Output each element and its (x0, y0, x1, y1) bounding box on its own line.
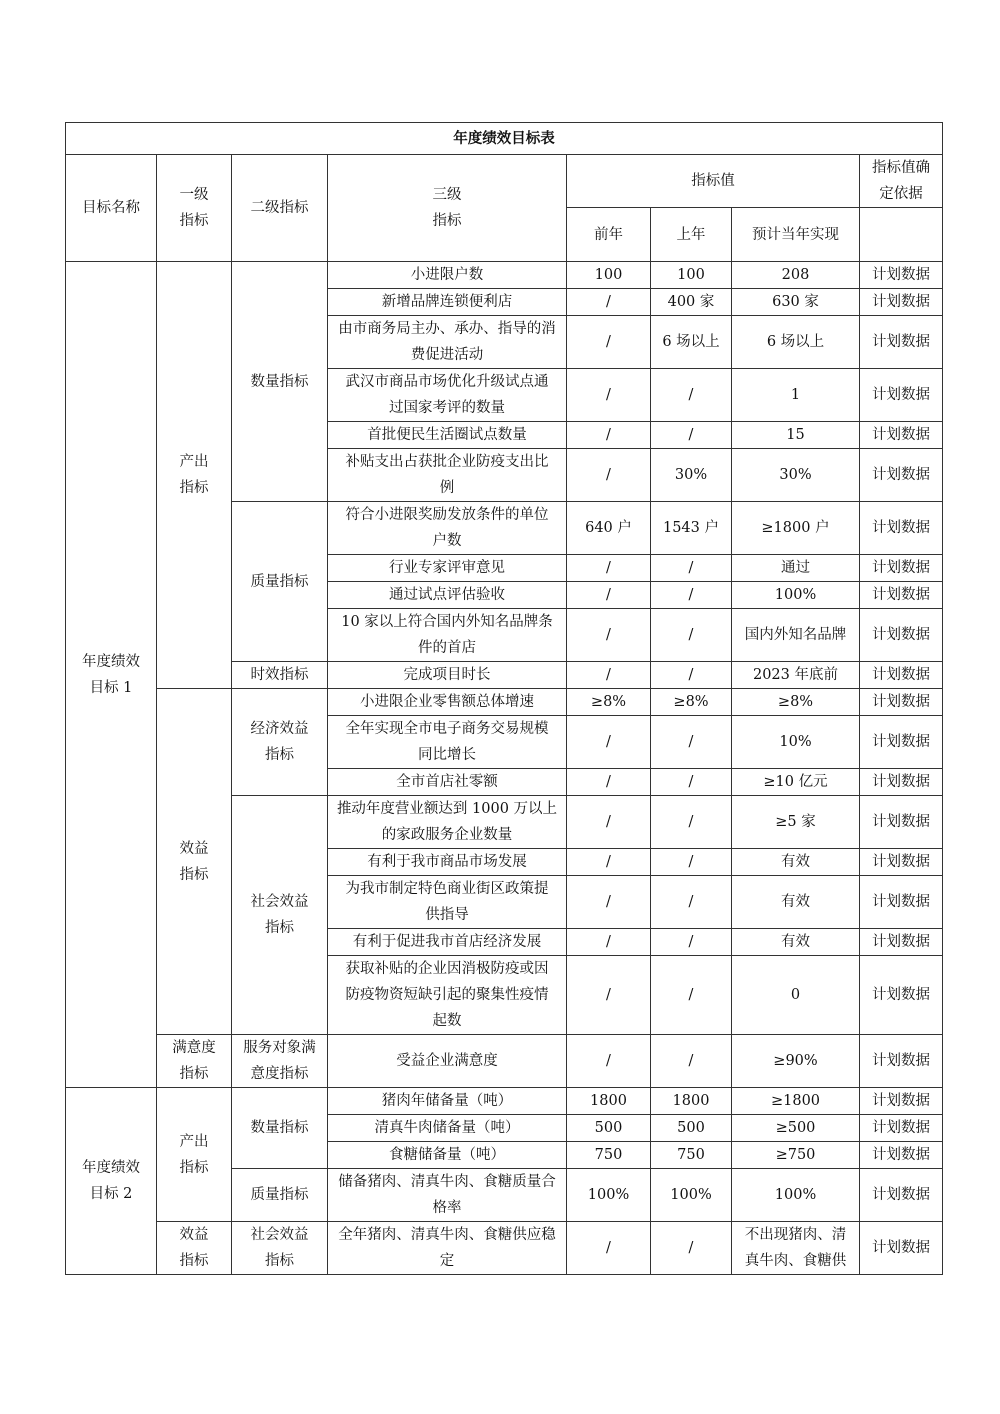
level3-indicator (328, 929, 567, 956)
value-prev-year: 100% (567, 1169, 651, 1222)
goal1-level2-economic-line: 指标 (265, 747, 294, 763)
value-current-year-line: 不出现猪肉、清 (744, 1227, 847, 1243)
goal1-level2-social (232, 796, 328, 1035)
value-basis: 计划数据 (860, 1035, 943, 1088)
value-current-year (732, 769, 860, 796)
goal2-level2-quality: 质量指标 (232, 1169, 328, 1222)
value-prev-year: / (567, 769, 651, 796)
level3-indicator-line: 过国家考评的数量 (389, 400, 505, 416)
level3-indicator-line: 猪肉年储备量（吨） (381, 1093, 513, 1109)
value-current-year (732, 1035, 860, 1088)
value-current-year-line: 6 场以上 (766, 334, 825, 350)
level3-indicator-line: 费促进活动 (410, 347, 484, 363)
value-current-year-line: 30% (779, 467, 812, 483)
header-level3: 三级 指标 (328, 155, 567, 262)
value-basis: 计划数据 (860, 449, 943, 502)
value-last-year: / (651, 369, 732, 422)
table-title: 年度绩效目标表 (66, 123, 943, 155)
value-last-year: / (651, 662, 732, 689)
level3-indicator-line: 获取补贴的企业因消极防疫或因 (345, 961, 549, 977)
value-current-year (732, 929, 860, 956)
level3-indicator (328, 1222, 567, 1275)
level3-indicator (328, 849, 567, 876)
table-row (66, 689, 943, 716)
value-basis: 计划数据 (860, 796, 943, 849)
value-basis: 计划数据 (860, 689, 943, 716)
goal2-name-line: 年度绩效 (82, 1160, 140, 1176)
level3-indicator (328, 956, 567, 1035)
goal2-level2-quantity: 数量指标 (232, 1088, 328, 1169)
value-current-year-line: 真牛肉、食糖供 (744, 1253, 847, 1269)
goal2-level2-social-line: 指标 (265, 1253, 294, 1269)
goal1-name (66, 262, 157, 1088)
value-basis: 计划数据 (860, 289, 943, 316)
level3-indicator (328, 316, 567, 369)
header-current-year: 预计当年实现 (732, 208, 860, 262)
value-prev-year: 750 (567, 1142, 651, 1169)
goal2-name (66, 1088, 157, 1275)
level3-indicator-line: 新增品牌连锁便利店 (381, 294, 513, 310)
level3-indicator-line: 符合小进限奖励发放条件的单位 (345, 507, 549, 523)
value-last-year: 1800 (651, 1088, 732, 1115)
level3-indicator-line: 格率 (432, 1200, 462, 1216)
value-last-year: 30% (651, 449, 732, 502)
goal1-level2-economic-line: 经济效益 (250, 721, 309, 737)
level3-indicator-line: 行业专家评审意见 (389, 560, 505, 576)
level3-indicator (328, 876, 567, 929)
table-row (66, 262, 943, 289)
value-current-year (732, 369, 860, 422)
level3-indicator-line: 食糖储备量（吨） (389, 1147, 505, 1163)
level3-indicator-line: 全年实现全市电子商务交易规模 (345, 721, 549, 737)
value-current-year (732, 555, 860, 582)
value-prev-year: / (567, 1035, 651, 1088)
level3-indicator-line: 起数 (432, 1013, 462, 1029)
value-current-year (732, 956, 860, 1035)
value-basis: 计划数据 (860, 609, 943, 662)
value-current-year (732, 1142, 860, 1169)
value-last-year: 500 (651, 1115, 732, 1142)
value-current-year-line: 10% (779, 734, 812, 750)
level3-indicator (328, 422, 567, 449)
goal1-level1-output-line: 指标 (179, 480, 209, 496)
level3-indicator (328, 689, 567, 716)
level3-indicator-line: 定 (439, 1253, 455, 1269)
value-prev-year: 1800 (567, 1088, 651, 1115)
value-prev-year: 640 户 (567, 502, 651, 555)
value-last-year: / (651, 929, 732, 956)
table-row (66, 1088, 943, 1115)
header-basis-blank (860, 208, 943, 262)
value-basis: 计划数据 (860, 369, 943, 422)
value-prev-year: / (567, 849, 651, 876)
goal2-level1-benefit-line: 效益 (179, 1227, 209, 1243)
value-last-year: ≥8% (651, 689, 732, 716)
goal1-level1-output (157, 262, 232, 689)
value-basis: 计划数据 (860, 769, 943, 796)
level3-indicator (328, 609, 567, 662)
level3-indicator-line: 补贴支出占获批企业防疫支出比 (345, 454, 549, 470)
level3-indicator-line: 例 (439, 480, 455, 496)
level3-indicator (328, 369, 567, 422)
level3-indicator (328, 1169, 567, 1222)
level3-indicator (328, 1142, 567, 1169)
value-current-year-line: ≥1800 (770, 1093, 821, 1109)
value-basis: 计划数据 (860, 662, 943, 689)
value-current-year (732, 796, 860, 849)
value-basis: 计划数据 (860, 876, 943, 929)
header-prev-year: 前年 (567, 208, 651, 262)
level3-indicator-line: 有利于促进我市首店经济发展 (352, 934, 542, 950)
goal1-level2-social-line: 指标 (265, 920, 294, 936)
value-basis: 计划数据 (860, 316, 943, 369)
level3-indicator (328, 716, 567, 769)
value-current-year-line: ≥1800 户 (761, 520, 830, 536)
value-basis: 计划数据 (860, 1222, 943, 1275)
value-last-year: 750 (651, 1142, 732, 1169)
value-last-year: / (651, 1222, 732, 1275)
value-last-year: 100% (651, 1169, 732, 1222)
value-basis: 计划数据 (860, 1142, 943, 1169)
value-current-year (732, 609, 860, 662)
level3-indicator (328, 449, 567, 502)
value-prev-year: / (567, 449, 651, 502)
value-current-year-line: ≥5 家 (775, 814, 816, 830)
level3-indicator-line: 小进限户数 (410, 267, 484, 283)
level3-indicator (328, 289, 567, 316)
level3-indicator-line: 有利于我市商品市场发展 (367, 854, 527, 870)
value-prev-year: ≥8% (567, 689, 651, 716)
header-basis: 指标值确 定依据 (860, 155, 943, 208)
goal1-level2-quality: 质量指标 (232, 502, 328, 662)
value-last-year: / (651, 796, 732, 849)
goal2-level1-output-line: 指标 (179, 1159, 209, 1176)
value-current-year (732, 876, 860, 929)
level3-indicator-line: 10 家以上符合国内外知名品牌条 (341, 614, 553, 630)
value-current-year-line: ≥10 亿元 (763, 774, 828, 790)
goal1-level1-satisfaction-line: 满意度 (172, 1040, 216, 1056)
value-last-year: / (651, 876, 732, 929)
value-current-year-line: 国内外知名品牌 (744, 627, 847, 643)
value-last-year: / (651, 769, 732, 796)
level3-indicator-line: 清真牛肉储备量（吨） (374, 1120, 520, 1136)
goal1-level1-satisfaction-line: 指标 (179, 1066, 209, 1082)
level3-indicator (328, 1035, 567, 1088)
value-last-year: 100 (651, 262, 732, 289)
value-prev-year: / (567, 1222, 651, 1275)
value-current-year (732, 449, 860, 502)
value-current-year (732, 262, 860, 289)
value-prev-year: / (567, 796, 651, 849)
value-basis: 计划数据 (860, 956, 943, 1035)
value-current-year-line: 通过 (781, 560, 810, 576)
level3-indicator (328, 662, 567, 689)
value-current-year (732, 289, 860, 316)
value-prev-year: / (567, 662, 651, 689)
goal1-level1-output-line: 产出 (179, 454, 209, 470)
value-basis: 计划数据 (860, 502, 943, 555)
value-current-year-line: ≥750 (775, 1147, 816, 1163)
goal1-level1-benefit-line: 效益 (179, 840, 209, 857)
table-row (66, 1222, 943, 1275)
level3-indicator-line: 推动年度营业额达到 1000 万以上 (336, 801, 558, 817)
value-basis: 计划数据 (860, 1088, 943, 1115)
value-current-year (732, 662, 860, 689)
value-last-year: / (651, 555, 732, 582)
value-current-year (732, 1169, 860, 1222)
level3-indicator-line: 供指导 (425, 907, 469, 923)
value-basis: 计划数据 (860, 1115, 943, 1142)
level3-indicator (328, 262, 567, 289)
value-prev-year: 100 (567, 262, 651, 289)
level3-indicator-line: 完成项目时长 (403, 667, 491, 683)
level3-indicator-line: 小进限企业零售额总体增速 (360, 694, 534, 710)
goal1-level2-service_satisfaction-line: 意度指标 (250, 1066, 309, 1082)
value-current-year-line: 630 家 (772, 294, 819, 310)
value-basis: 计划数据 (860, 582, 943, 609)
value-basis: 计划数据 (860, 929, 943, 956)
level3-indicator-line: 首批便民生活圈试点数量 (367, 427, 527, 443)
value-current-year-line: 100% (774, 587, 817, 603)
value-current-year (732, 716, 860, 769)
goal1-level1-benefit-line: 指标 (179, 866, 209, 883)
value-current-year-line: 有效 (781, 854, 810, 870)
level3-indicator-line: 武汉市商品市场优化升级试点通 (345, 374, 549, 390)
value-current-year (732, 849, 860, 876)
goal1-level2-economic (232, 689, 328, 796)
value-current-year-line: 100% (774, 1187, 817, 1203)
value-current-year (732, 689, 860, 716)
value-current-year-line: 208 (781, 267, 810, 283)
header-level1: 一级 指标 (157, 155, 232, 262)
value-prev-year: / (567, 289, 651, 316)
value-prev-year: / (567, 716, 651, 769)
value-prev-year: / (567, 369, 651, 422)
value-current-year-line: 15 (786, 427, 805, 443)
value-current-year (732, 1088, 860, 1115)
value-current-year-line: ≥90% (773, 1053, 818, 1069)
value-prev-year: / (567, 582, 651, 609)
level3-indicator-line: 全市首店社零额 (396, 774, 498, 790)
value-last-year: / (651, 609, 732, 662)
level3-indicator (328, 1115, 567, 1142)
value-current-year-line: 有效 (781, 894, 810, 910)
level3-indicator-line: 受益企业满意度 (396, 1053, 498, 1069)
goal2-level2-social (232, 1222, 328, 1275)
value-prev-year: / (567, 316, 651, 369)
level3-indicator-line: 储备猪肉、清真牛肉、食糖质量合 (338, 1174, 556, 1190)
value-current-year-line: ≥500 (775, 1120, 816, 1136)
level3-indicator (328, 796, 567, 849)
value-last-year: / (651, 849, 732, 876)
goal2-name-line: 目标 2 (89, 1186, 133, 1202)
level3-indicator-line: 为我市制定特色商业街区政策提 (345, 881, 549, 897)
goal1-level2-social-line: 社会效益 (250, 894, 309, 910)
table-row (66, 1035, 943, 1088)
value-last-year: / (651, 582, 732, 609)
value-basis: 计划数据 (860, 716, 943, 769)
goal2-level1-output-line: 产出 (179, 1133, 209, 1150)
goal2-level2-social-line: 社会效益 (250, 1227, 309, 1243)
value-current-year (732, 1115, 860, 1142)
value-current-year-line: ≥8% (777, 694, 814, 710)
goal1-name-line: 年度绩效 (82, 653, 140, 670)
level3-indicator (328, 1088, 567, 1115)
level3-indicator-line: 同比增长 (418, 747, 476, 763)
value-prev-year: / (567, 609, 651, 662)
header-last-year: 上年 (651, 208, 732, 262)
level3-indicator (328, 582, 567, 609)
value-current-year (732, 502, 860, 555)
value-prev-year: / (567, 929, 651, 956)
value-prev-year: / (567, 555, 651, 582)
level3-indicator-line: 户数 (432, 533, 462, 549)
value-current-year-line: 有效 (781, 934, 810, 950)
value-current-year (732, 316, 860, 369)
goal1-level2-quantity: 数量指标 (232, 262, 328, 502)
level3-indicator-line: 件的首店 (418, 640, 476, 656)
goal1-level1-benefit (157, 689, 232, 1035)
value-current-year-line: 0 (790, 987, 801, 1003)
value-prev-year: / (567, 422, 651, 449)
goal1-level2-timeliness: 时效指标 (232, 662, 328, 689)
value-current-year (732, 422, 860, 449)
level3-indicator-line: 通过试点评估验收 (389, 587, 505, 603)
performance-target-table (65, 122, 943, 1275)
value-current-year-line: 1 (790, 387, 801, 403)
value-basis: 计划数据 (860, 262, 943, 289)
header-target-name: 目标名称 (66, 155, 157, 262)
value-prev-year: / (567, 956, 651, 1035)
goal1-level2-service_satisfaction (232, 1035, 328, 1088)
value-last-year: 400 家 (651, 289, 732, 316)
level3-indicator-line: 全年猪肉、清真牛肉、食糖供应稳 (338, 1227, 556, 1243)
level3-indicator-line: 防疫物资短缺引起的聚集性疫情 (345, 987, 549, 1003)
value-basis: 计划数据 (860, 422, 943, 449)
value-current-year (732, 582, 860, 609)
value-last-year: / (651, 956, 732, 1035)
goal2-level1-output (157, 1088, 232, 1222)
value-last-year: / (651, 422, 732, 449)
level3-indicator-line: 由市商务局主办、承办、指导的消 (338, 321, 556, 337)
value-current-year-line: 2023 年底前 (752, 667, 838, 683)
value-basis: 计划数据 (860, 849, 943, 876)
goal1-name-line: 目标 1 (89, 679, 133, 696)
value-current-year (732, 1222, 860, 1275)
level3-indicator (328, 769, 567, 796)
value-basis: 计划数据 (860, 1169, 943, 1222)
value-prev-year: 500 (567, 1115, 651, 1142)
goal2-level1-benefit-line: 指标 (179, 1253, 209, 1269)
value-last-year: 6 场以上 (651, 316, 732, 369)
goal2-level1-benefit (157, 1222, 232, 1275)
goal1-level1-satisfaction (157, 1035, 232, 1088)
header-indicator-value: 指标值 (567, 155, 860, 208)
value-basis: 计划数据 (860, 555, 943, 582)
value-prev-year: / (567, 876, 651, 929)
level3-indicator-line: 的家政服务企业数量 (381, 827, 513, 843)
goal1-level2-service_satisfaction-line: 服务对象满 (243, 1040, 316, 1056)
header-level2: 二级指标 (232, 155, 328, 262)
value-last-year: / (651, 1035, 732, 1088)
value-last-year: / (651, 716, 732, 769)
level3-indicator (328, 502, 567, 555)
level3-indicator (328, 555, 567, 582)
value-last-year: 1543 户 (651, 502, 732, 555)
